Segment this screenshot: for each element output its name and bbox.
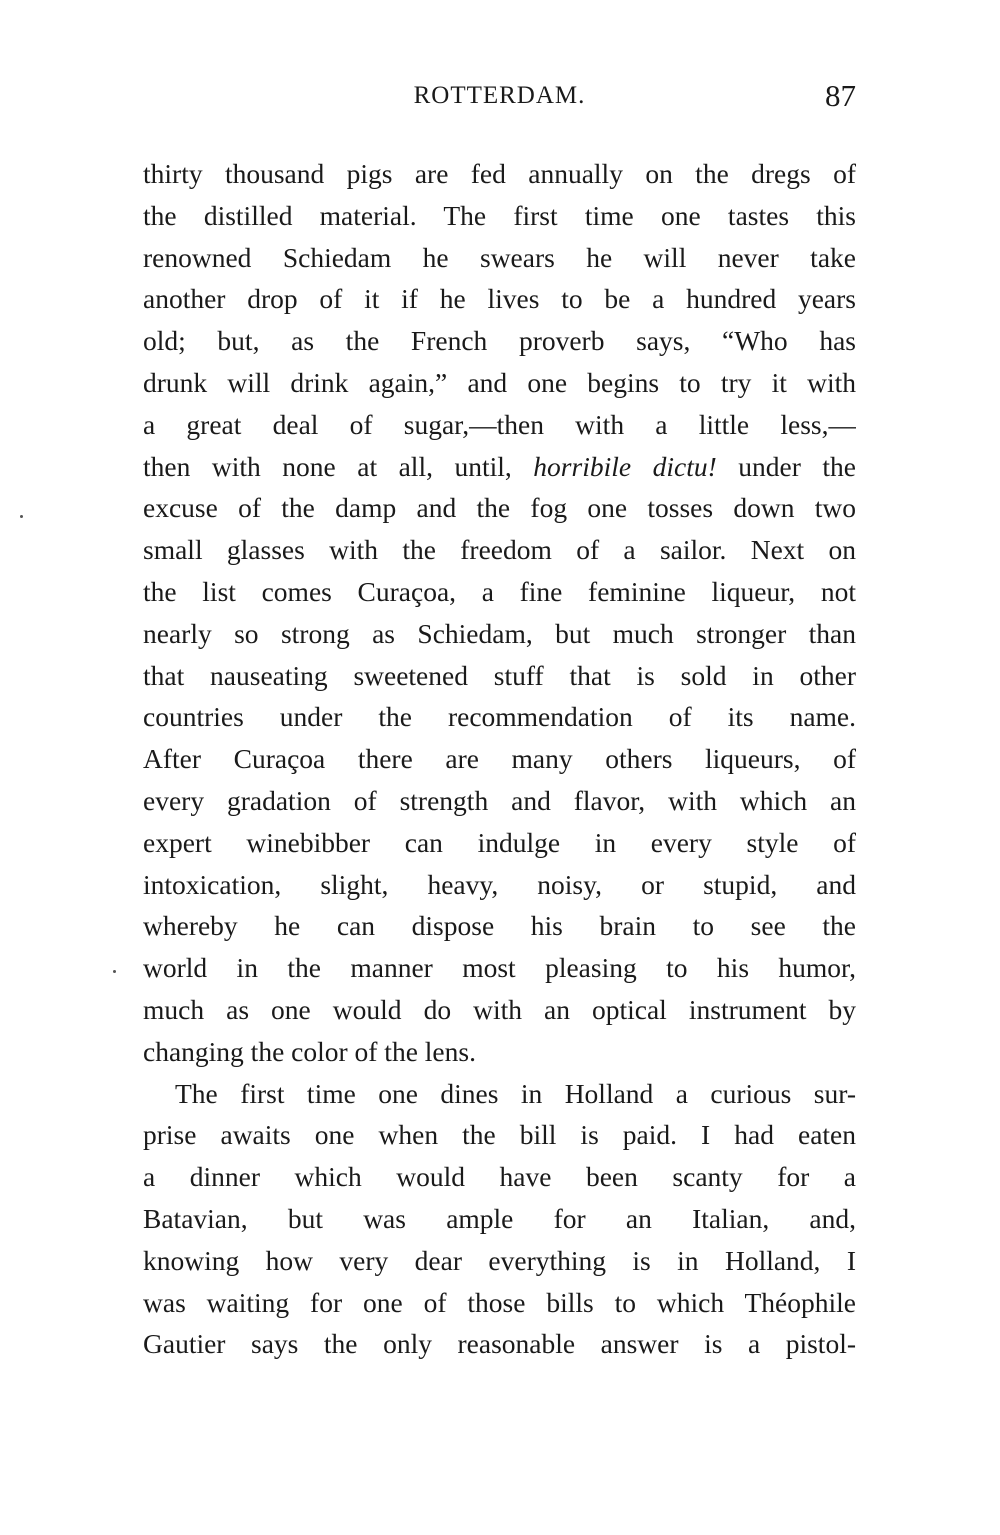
text-line: prise awaits one when the bill is paid. I had eaten [143,1119,856,1151]
running-title: ROTTERDAM. [413,82,586,109]
text-line: renowned Schiedam he swears he will never take [143,241,856,273]
text-line: another drop of it if he lives to be a hundred years [143,283,856,315]
text-line: intoxication, slight, heavy, noisy, or stupid, and [143,868,856,900]
text-line: was waiting for one of those bills to which Théophile [143,1286,856,1318]
text-line: The first time one dines in Holland a curious sur- [175,1077,856,1109]
paragraph [143,1073,856,1366]
text-line: expert winebibber can indulge in every style of [143,826,856,858]
text-line: Gautier says the only reasonable answer is a pistol- [143,1328,856,1360]
text-line: whereby he can dispose his brain to see the [143,910,856,942]
italic-phrase: horribile dictu! [533,450,717,482]
page-number: 87 [825,78,856,113]
text-line: a great deal of sugar,—then with a little less,— [143,408,856,440]
text-line: nearly so strong as Schiedam, but much stronger than [143,617,856,649]
text-line: much as one would do with an optical instrument by [143,993,856,1025]
text-line: the list comes Curaçoa, a fine feminine liqueur, not [143,575,856,607]
text-line: every gradation of strength and flavor, with which an [143,784,856,816]
margin-speck [113,970,116,973]
margin-speck [20,515,23,518]
text-line: excuse of the damp and the fog one tosses down two [143,492,856,524]
text-line [143,446,856,488]
paragraph [143,153,856,1073]
text-line: knowing how very dear everything is in Holland, I [143,1244,856,1276]
text-fragment: under the [716,450,856,482]
text-line: small glasses with the freedom of a sailor. Next on [143,534,856,566]
body-text [143,153,856,1365]
text-line: countries under the recommendation of its name. [143,701,856,733]
text-line: changing the color of the lens. [143,1035,476,1067]
text-line: a dinner which would have been scanty for a [143,1161,856,1193]
text-line: world in the manner most pleasing to his humor, [143,952,856,984]
text-line: drunk will drink again,” and one begins to try it with [143,366,856,398]
text-line: Batavian, but was ample for an Italian, and, [143,1202,856,1234]
text-line: old; but, as the French proverb says, “Who has [143,325,856,357]
text-line: the distilled material. The first time one tastes this [143,199,856,231]
running-head [143,78,856,122]
text-line: After Curaçoa there are many others liqueurs, of [143,743,856,775]
text-fragment: then with none at all, until, [143,450,534,482]
text-line: that nauseating sweetened stuff that is sold in other [143,659,856,691]
text-line: thirty thousand pigs are fed annually on the dregs of [143,158,856,189]
